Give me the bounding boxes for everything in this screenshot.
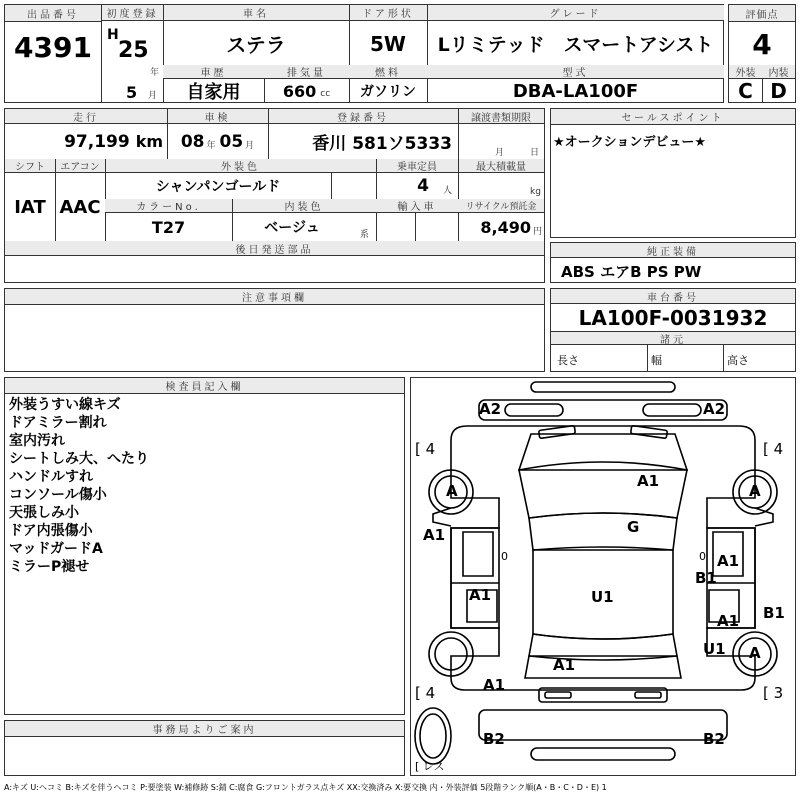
chassis-label: 車台番号	[551, 289, 795, 304]
sales-text: ★オークションデビュー★	[553, 135, 707, 150]
mark-fender-left: A1	[423, 526, 446, 544]
int-label: 内装	[762, 65, 795, 79]
capacity: 4	[417, 176, 429, 196]
equip-label: 純正装備	[551, 243, 795, 258]
transfer-day: 日	[530, 148, 540, 158]
door-label: ドア形状	[349, 5, 427, 21]
mark-right-b1: B1	[695, 569, 717, 587]
door-type: 5W	[370, 31, 406, 56]
model-code: DBA-LA100F	[512, 80, 639, 102]
recycle-fee: 8,490	[480, 217, 531, 237]
interior-color: ベージュ	[264, 220, 320, 236]
inspection-year: 08	[180, 131, 205, 152]
note-line: ハンドルすれ	[9, 469, 93, 485]
inspection-month: 05	[219, 131, 244, 152]
score: 4	[752, 27, 772, 61]
sales-point-box	[550, 108, 796, 238]
legend: A:キズ U:ヘコミ B:キズを伴うヘコミ P:要塗装 W:補修跡 S:錆 C:腐食 G:フロントガラス点キズ XX:交換済み X:要交換 内・外装評価 5段階ランク順(A・B・C・D・E) 1	[4, 783, 607, 792]
caution-label: 注意事項欄	[5, 289, 544, 305]
fuel: ガソリン	[360, 84, 416, 100]
note-line: ドアミラー割れ	[9, 415, 107, 431]
mark-right-u1: U1	[703, 640, 726, 658]
int-score: D	[770, 79, 787, 103]
name-label: 車名	[163, 5, 349, 21]
mark-left-zero: 0	[501, 550, 508, 563]
score-box	[728, 4, 796, 103]
disp-unit: cc	[320, 89, 331, 99]
recycle-label: リサイクル預託金	[458, 199, 544, 213]
inspector-label: 検査員記入欄	[5, 378, 404, 394]
mark-front-right: A2	[703, 400, 726, 418]
plate-label: 登録番号	[268, 109, 458, 124]
displacement: 660	[282, 81, 317, 101]
model-label: 型式	[427, 65, 724, 79]
score-label: 評価点	[729, 5, 795, 22]
grade-label: グレード	[427, 5, 724, 21]
intcolor-unit: 系	[360, 230, 370, 240]
mark-quarter-right: B1	[763, 604, 785, 622]
office-label: 事務局よりご案内	[5, 721, 404, 737]
later-parts-label: 後日発送部品	[5, 241, 544, 256]
colorno-label: カラーNo.	[105, 199, 232, 213]
mark-hood: A1	[637, 472, 660, 490]
mark-door-right: A1	[717, 552, 740, 570]
intcolor-label: 内装色	[232, 199, 376, 213]
shift-label: シフト	[5, 159, 55, 173]
note-line: コンソール傷小	[9, 487, 107, 503]
mileage-label: 走行	[5, 109, 167, 124]
recycle-unit: 円	[532, 226, 542, 237]
height-label: 高さ	[727, 354, 749, 367]
mark-quarter-left: A1	[483, 676, 506, 694]
load-label: 最大積載量	[458, 159, 544, 173]
fuel-label: 燃料	[349, 65, 427, 79]
mark-rear-left: B2	[483, 730, 505, 748]
color-number: T27	[151, 217, 186, 237]
note-line: ミラーP褪せ	[9, 559, 90, 575]
mark-roof: U1	[591, 588, 614, 606]
ext-score: C	[738, 79, 753, 103]
mark-windshield: G	[627, 518, 640, 536]
length-label: 長さ	[557, 354, 579, 367]
ac: AAC	[59, 196, 101, 218]
vehicle-name: ステラ	[226, 33, 286, 57]
cap-label: 乗車定員	[376, 159, 458, 173]
mileage: 97,199	[64, 131, 130, 152]
details-block	[4, 108, 545, 283]
mark-rear-right: B2	[703, 730, 725, 748]
era: H	[107, 27, 119, 43]
tire-depth-rl: 4	[425, 684, 436, 702]
note-line: 室内汚れ	[9, 433, 65, 449]
plate-number: 香川 581ソ5333	[312, 134, 452, 154]
tire-depth-fl: 4	[425, 440, 436, 458]
first-reg-year: 25	[118, 38, 149, 63]
lot-label: 出品番号	[5, 5, 101, 22]
shift: IAT	[14, 196, 46, 218]
first-reg-label: 初度登録	[102, 5, 163, 21]
mark-rear-roof: A1	[553, 656, 576, 674]
load-unit: kg	[530, 187, 541, 197]
tire-depth-rr: 3	[773, 684, 784, 702]
color-label: 外装色	[105, 159, 376, 173]
car-diagram: A2 A2 [ 4 [ 4 A A A1 G A1 0 A1 U1 0 A1 B1 A1 B1 U1 A A1 A1 [ 4 [ 3 B2 B2 [ レス	[410, 377, 796, 776]
history: 自家用	[186, 82, 241, 103]
mark-door-right-rear: A1	[717, 612, 740, 630]
mark-front-left: A2	[479, 400, 502, 418]
transfer-month: 月	[495, 148, 505, 158]
ext-label: 外装	[729, 65, 762, 79]
mark-wheel-rr: A	[749, 644, 761, 662]
transfer-label: 譲渡書類期限	[458, 109, 544, 124]
exterior-color: シャンパンゴールド	[155, 179, 281, 195]
note-line: ドア内張傷小	[9, 523, 93, 539]
ac-label: エアコン	[55, 159, 105, 173]
mileage-unit: km	[135, 132, 163, 151]
lot-number: 4391	[14, 30, 92, 64]
inspection-month-unit: 月	[245, 141, 255, 151]
history-label: 車歴	[163, 65, 264, 79]
mark-right-zero: 0	[699, 550, 706, 563]
car-outline-svg	[411, 378, 795, 775]
grade: Lリミテッド スマートアシスト	[437, 34, 714, 56]
sales-label: セールスポイント	[551, 109, 795, 125]
cap-unit: 人	[442, 185, 452, 196]
vehicle-header	[101, 4, 724, 103]
inspection-year-unit: 年	[206, 141, 216, 151]
dims-label: 諸元	[551, 331, 795, 345]
note-line: シートしみ大、へたり	[9, 451, 149, 467]
first-reg-month: 5	[126, 83, 138, 102]
mark-wheel-fl: A	[446, 482, 458, 500]
mark-door-left: A1	[469, 586, 492, 604]
chassis-number: LA100F-0031932	[578, 305, 768, 330]
chassis-box	[550, 288, 796, 372]
year-unit: 年	[150, 68, 160, 78]
spare-tire-status: レス	[422, 760, 445, 773]
lot-box	[4, 4, 102, 103]
equip-text: ABS エアB PS PW	[561, 263, 702, 281]
tire-depth-fr: 4	[773, 440, 784, 458]
disp-label: 排気量	[264, 65, 349, 79]
mark-wheel-fr: A	[749, 482, 761, 500]
note-line: 天張しみ小	[9, 505, 79, 521]
import-label: 輸入車	[376, 199, 458, 213]
inspector-notes	[5, 394, 404, 578]
width-label: 幅	[651, 354, 662, 367]
caution-box	[4, 288, 545, 372]
office-box	[4, 720, 405, 776]
month-unit: 月	[148, 91, 158, 101]
equipment-box	[550, 242, 796, 283]
inspector-box	[4, 377, 405, 715]
note-line: 外装うすい線キズ	[9, 397, 121, 413]
inspection-label: 車検	[167, 109, 268, 124]
note-line: マッドガードA	[9, 541, 103, 557]
